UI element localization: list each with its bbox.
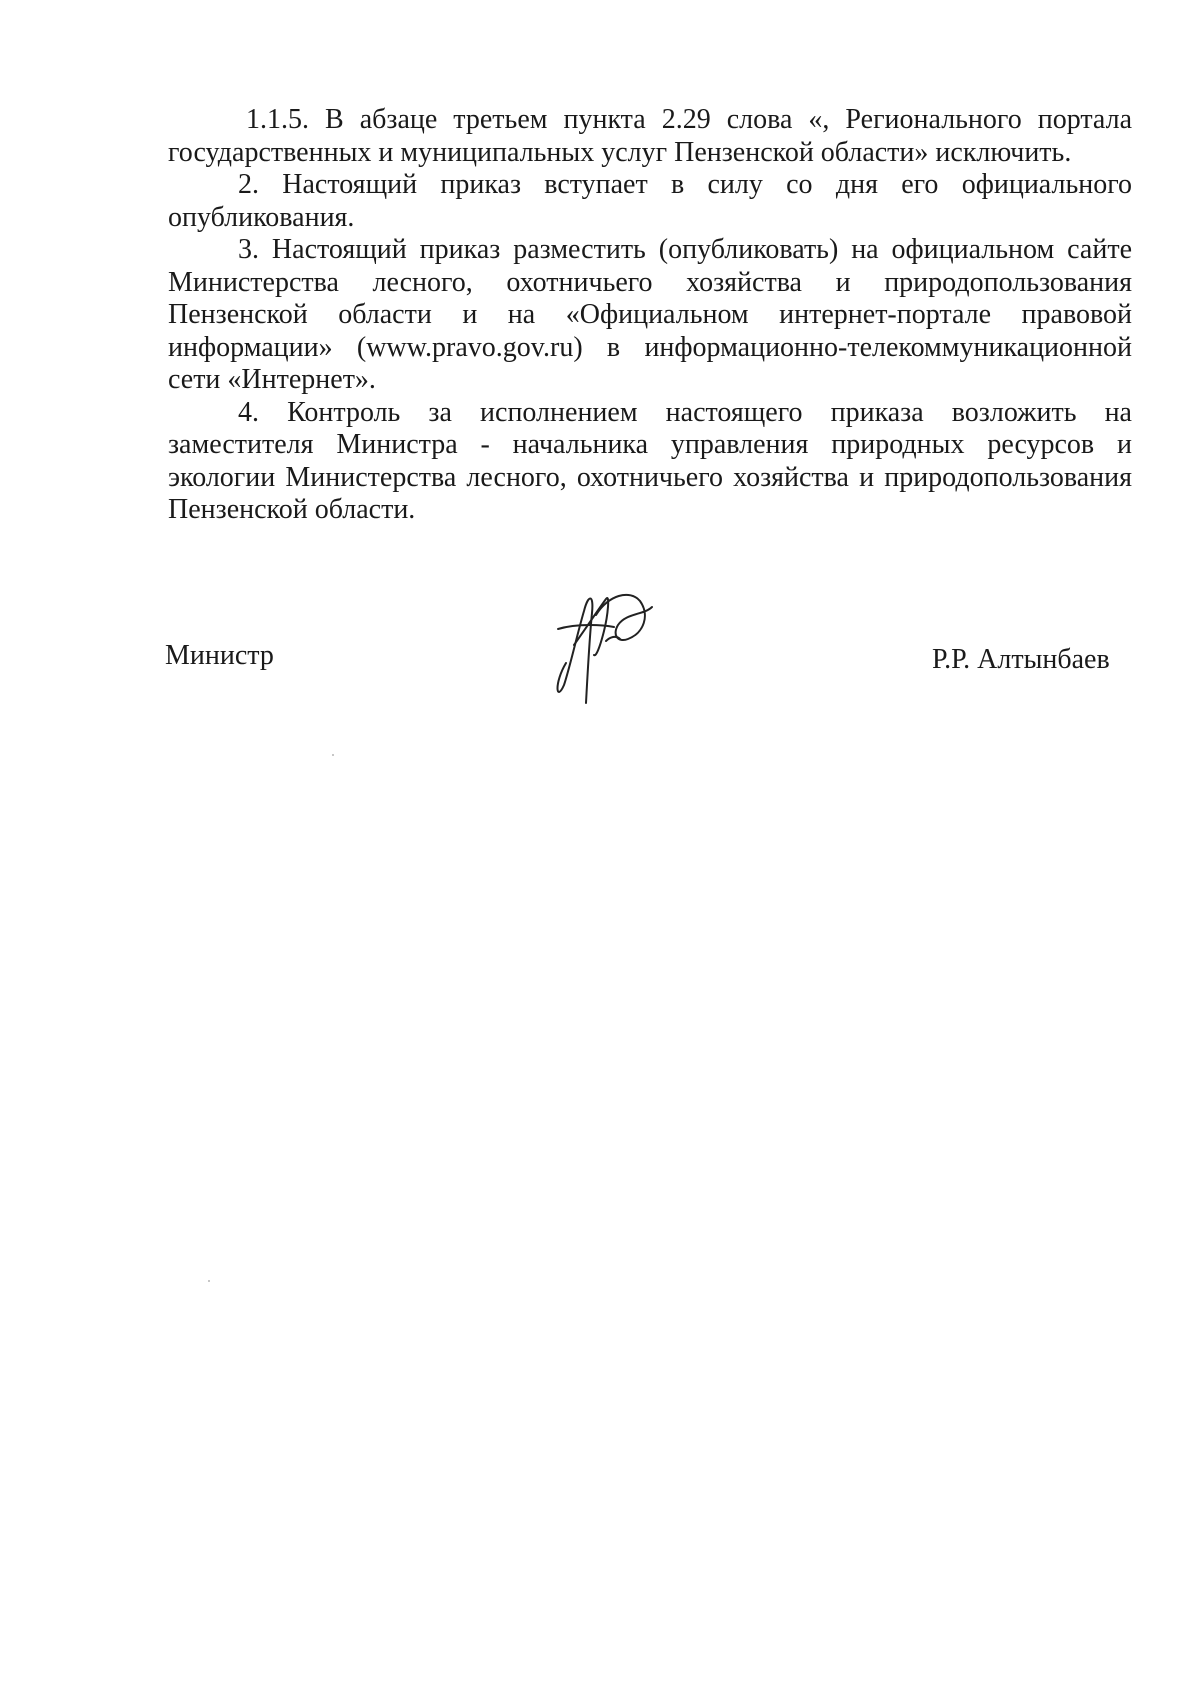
paragraph-4: 4. Контроль за исполнением настоящего приказа возложить на заместителя Министра - начальника управления природных ресурсов и экологии Министерства лесного, охотничьего хозяйства и природопользования Пензенской области. [168, 396, 1132, 525]
signatory-name: Р.Р. Алтынбаев [932, 644, 1110, 675]
signatory-position: Министр [165, 640, 274, 671]
paragraph-3: 3. Настоящий приказ разместить (опубликовать) на официальном сайте Министерства лесного, охотничьего хозяйства и природопользования Пензенской области и на «Официальном интернет-портале правовой информации» (www.pravo.gov.ru) в информационно-телекоммуникационной сети «Интернет». [168, 234, 1132, 395]
document-body [168, 104, 1132, 527]
paragraph-2: 2. Настоящий приказ вступает в силу со дня его официального опубликования. [168, 169, 1132, 233]
handwritten-signature [548, 585, 668, 710]
scan-speck [332, 754, 334, 756]
paragraph-1-1-5: 1.1.5. В абзаце третьем пункта 2.29 слова «, Регионального портала государственных и муниципальных услуг Пензенской области» исключить. [168, 104, 1132, 168]
scan-speck [208, 1280, 210, 1282]
